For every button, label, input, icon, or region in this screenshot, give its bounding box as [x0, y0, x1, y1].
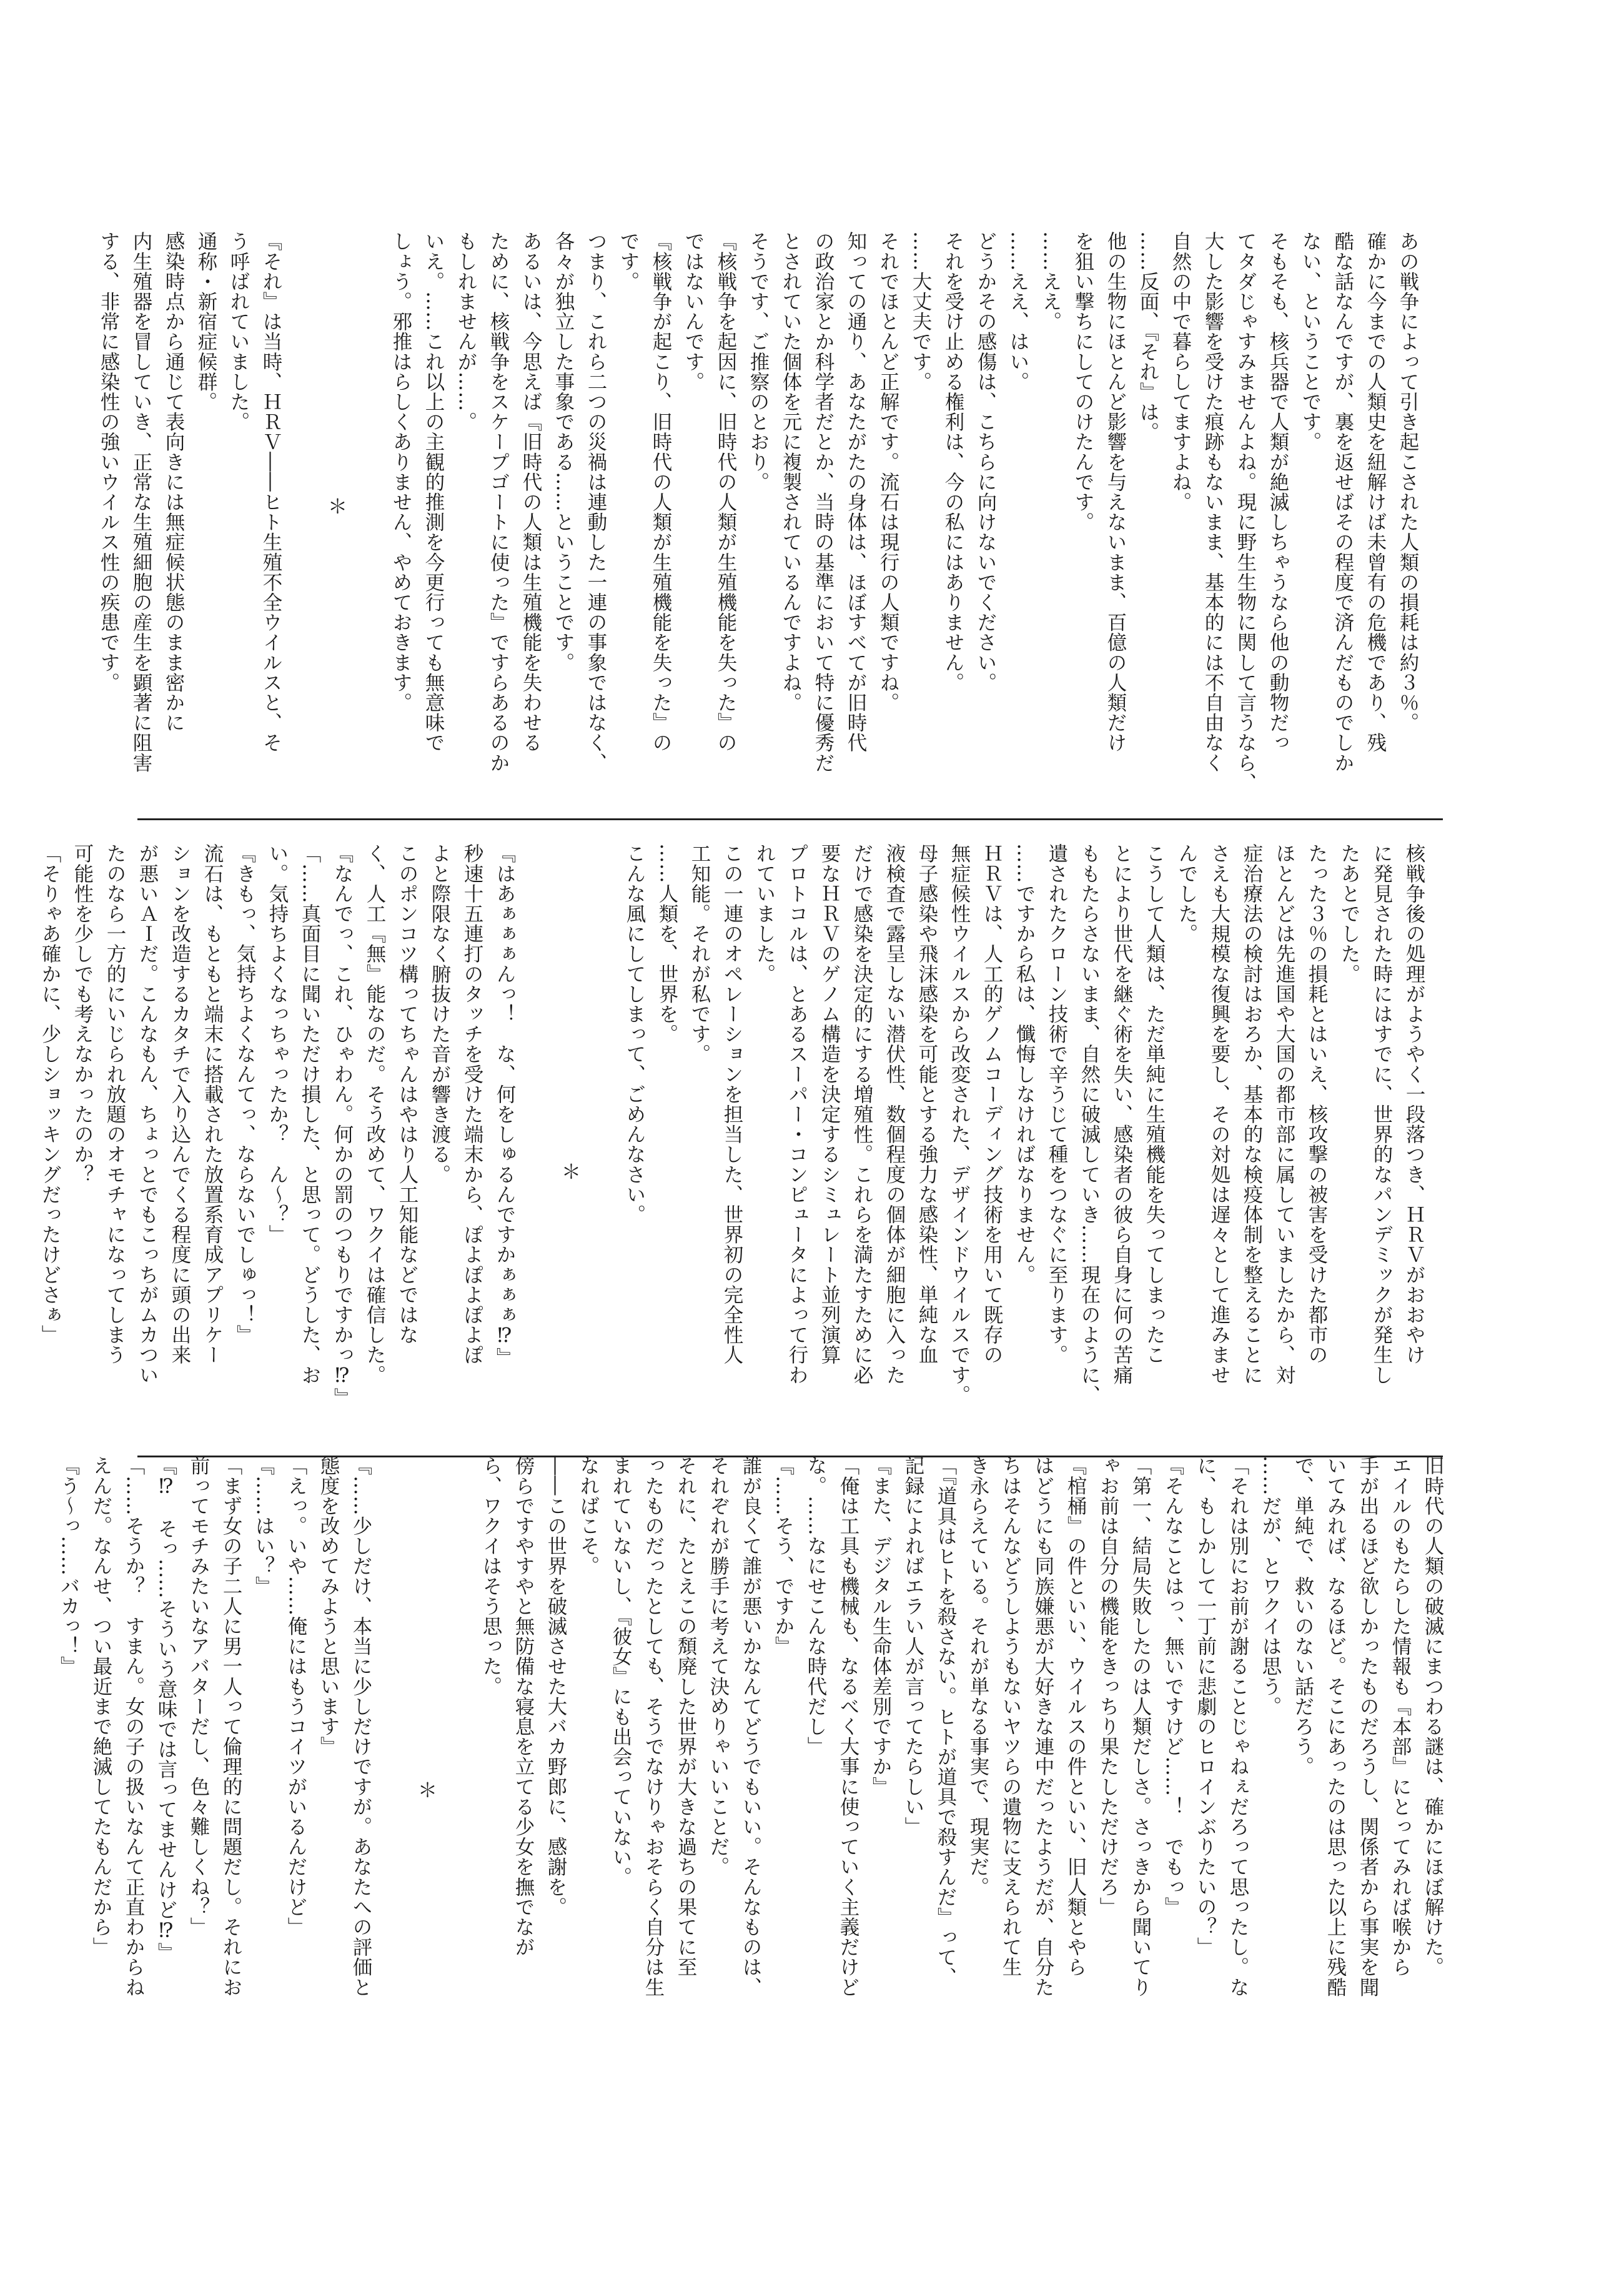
text-column: ために、核戦争をスケープゴートに使った』ですらあるのか: [487, 231, 510, 773]
text-column: あるいは、今思えば『旧時代の人類は生殖機能を失わせる: [520, 231, 542, 753]
text-column: よと際限なく腑抜けた音が響き渡る。: [428, 843, 451, 1184]
text-column: 『そんなことはっ、無いですけど……！ でもっ』: [1162, 1456, 1184, 1917]
text-column: ――この世界を破滅させた大バカ野郎に、感謝を。: [545, 1456, 567, 1917]
text-column: んでした。: [1176, 843, 1198, 944]
text-column: 母子感染や飛沫感染を可能とする強力な感染性、単純な血: [916, 843, 938, 1365]
text-column: ……反面、『それ』は。: [1137, 231, 1159, 442]
text-column: 『……少しだけ、本当に少しだけですが。あなたへの評価と: [350, 1456, 372, 1997]
text-column: 誰が良くて誰が悪いかなんてどうでもいい。そんなものは、: [740, 1456, 762, 1997]
text-column: ほとんどは先進国や大国の都市部に属していましたから、対: [1273, 843, 1295, 1385]
text-column: 『核戦争を起因に、旧時代の人類が生殖機能を失った』の: [715, 231, 737, 753]
text-column: 感染時点から通じて表向きには無症候状態のまま密かに: [162, 231, 185, 733]
text-column: てタダじゃすみませんよね。現に野生生物に関して言うなら、: [1234, 231, 1257, 793]
text-column: ももたらさないまま、自然に破滅していき……現在のように、: [1078, 843, 1101, 1405]
scene-break-asterisk: ＊: [415, 1779, 437, 1800]
text-column: ったものだったとしても、そうでなけりゃおそらく自分は生: [642, 1456, 665, 1997]
text-column: このポンコツ構ってちゃんはやはり人工知能などではな: [396, 843, 418, 1345]
text-block-top: [97, 231, 1424, 793]
text-column: 『きもっ、気持ちよくなんてっ、ならないでしゅっ！』: [234, 843, 256, 1345]
text-column: 「そりゃあ確かに、少しショッキングだったけどさぁ」: [39, 843, 61, 1345]
text-column: たった３％の損耗とはいえ、核攻撃の被害を受けた都市の: [1305, 843, 1328, 1365]
text-column: 酷な話なんですが、裏を返せばその程度で済んだものでしか: [1332, 231, 1354, 773]
text-column: 記録によればエラい人が言ってたらしい」: [902, 1456, 924, 1837]
text-column: 要なＨＲＶのゲノム構造を決定するシミュレート並列演算: [818, 843, 841, 1365]
text-column: とされていた個体を元に複製されているんですよね。: [780, 231, 802, 713]
text-column: 核戦争後の処理がようやく一段落つき、ＨＲＶがおおやけ: [1403, 843, 1425, 1365]
text-column: それでほとんど正解です。流石は現行の人類ですね。: [877, 231, 899, 713]
text-column: 『また、デジタル生命体差別ですか』: [869, 1456, 892, 1797]
text-column: な。……なにせこんな時代だし」: [805, 1456, 827, 1757]
text-column: 「それは別にお前が謝ることじゃねぇだろって思ったし。な: [1227, 1456, 1249, 1997]
text-column: そうです、ご推察のとおり。: [747, 231, 770, 492]
text-column: 『棺桶』の件といい、ウイルスの件といい、旧人類とやら: [1064, 1456, 1087, 1977]
text-column: だけで感染を決定的にする増殖性。これらを満たすために必: [851, 843, 873, 1385]
text-column: 『それ』は当時、ＨＲＶ――ヒト生殖不全ウイルスと、そ: [260, 231, 282, 753]
text-column: いてみれば、なるほど。そこにあったのは思った以上に残酷: [1324, 1456, 1347, 1997]
text-column: 遺されたクローン技術で辛うじて種をつなぐに至ります。: [1046, 843, 1068, 1365]
text-column: とにより世代を継ぐ術を失い、感染者の彼ら自身に何の苦痛: [1111, 843, 1133, 1385]
text-column: 旧時代の人類の破滅にまつわる謎は、確かにほぼ解けた。: [1422, 1456, 1444, 1977]
text-column: もしれませんが……。: [455, 231, 477, 432]
text-column: しょう。邪推はらしくありません、やめておきます。: [390, 231, 412, 713]
text-column: 内生殖器を冒していき、正常な生殖細胞の産生を顕著に阻害: [130, 231, 152, 773]
text-column: 『う〜っ……バカっ！』: [57, 1456, 80, 1677]
text-column: 『はあぁぁぁんっ！ な、何をしゅるんですかぁぁぁ⁉』: [493, 843, 516, 1368]
text-column: 「俺は工具も機械も、なるべく大事に使っていく主義だけど: [837, 1456, 859, 1997]
text-column: 手が出るほど欲しかったものだろうし、関係者から事実を聞: [1357, 1456, 1379, 1997]
text-column: う呼ばれていました。: [227, 231, 250, 432]
text-column: 前ってモチみたいなアバターだし、色々難しくね？」: [187, 1456, 210, 1937]
blank-line: [352, 231, 385, 781]
blank-line: [521, 843, 553, 1499]
text-column: なればこそ。: [577, 1456, 600, 1576]
scene-break-asterisk: ＊: [558, 1161, 581, 1182]
text-column: 「まず女の子二人に男一人って倫理的に問題だし。それにお: [220, 1456, 242, 1997]
text-column: 態度を改めてみようと思います』: [317, 1456, 340, 1757]
text-column: 『核戦争が起こり、旧時代の人類が生殖機能を失った』の: [650, 231, 672, 753]
text-column: こうして人類は、ただ単純に生殖機能を失ってしまったこ: [1143, 843, 1166, 1365]
text-column: 大した影響を受けた痕跡もないまま、基本的には不自由なく: [1202, 231, 1224, 773]
text-column: の政治家とか科学者だとか、当時の基準において特に優秀だ: [812, 231, 834, 773]
text-column: エイルのもたらした情報も『本部』にとってみれば喉から: [1389, 1456, 1412, 1977]
text-column: それぞれが勝手に考えて決めりゃいいことだ。: [707, 1456, 730, 1877]
text-column: つまり、これら二つの災禍は連動した一連の事象ではなく、: [585, 231, 607, 773]
text-column: はどうにも同族嫌悪が大好きな連中だったようだが、自分た: [1032, 1456, 1054, 1997]
text-column: えんだ。なんせ、つい最近まで絶滅してたもんだから」: [90, 1456, 112, 1957]
text-column: 「『道具はヒトを殺さない。ヒトが道具で殺すんだ』って、: [934, 1456, 957, 1987]
text-column: 「……そうか？ すまん。女の子の扱いなんて正直わからね: [122, 1456, 145, 1997]
text-column: 流石は、もともと端末に搭載された放置系育成アプリケー: [201, 843, 224, 1365]
scene-break-asterisk: ＊: [325, 495, 347, 517]
text-column: 『……はい？』: [252, 1456, 275, 1596]
text-column: 液検査で露呈しない潜伏性、数個程度の個体が細胞に入った: [883, 843, 906, 1385]
blank-line: [586, 843, 618, 1499]
text-column: ションを改造するカタチで入り込んでくる程度に頭の出来: [169, 843, 191, 1365]
text-column: 可能性を少しでも考えなかったのか？: [71, 843, 94, 1184]
text-column: たあとでした。: [1338, 843, 1360, 984]
text-column: 他の生物にほとんど影響を与えないまま、百億の人類だけ: [1104, 231, 1127, 753]
text-column: こんな風にしてしまって、ごめんなさい。: [623, 843, 646, 1224]
text-column: どうかその感傷は、こちらに向けないでください。: [974, 231, 997, 693]
text-column: さえも大規模な復興を要し、その対処は遅々として進みませ: [1208, 843, 1230, 1385]
blank-line: [287, 231, 320, 781]
blank-line: [377, 1456, 410, 2124]
text-column: 「……真面目に聞いただけ損した、と思って。どうした、お: [299, 843, 321, 1385]
text-block-bottom: [57, 1456, 1449, 2124]
text-column: 傍らですやすやと無防備な寝息を立てる少女を撫でなが: [512, 1456, 535, 1957]
text-column: に、もしかして一丁前に悲劇のヒロインぶりたいの？」: [1194, 1456, 1217, 1957]
text-column: 秒速十五連打のタッチを受けた端末から、ぽよぽよぽよぽ: [461, 843, 483, 1365]
text-column: 「えっ。いや……俺にはもうコイツがいるんだけど」: [285, 1456, 307, 1937]
text-column: そもそも、核兵器で人類が絶滅しちゃうなら他の動物だっ: [1267, 231, 1289, 753]
text-column: まれていないし、『彼女』にも出会っていない。: [610, 1456, 632, 1887]
text-column: 自然の中で暮らしてますよね。: [1169, 231, 1192, 512]
text-column: プロトコルは、とあるスーパー・コンピュータによって行わ: [786, 843, 808, 1385]
text-column: この一連のオペレーションを担当した、世界初の完全性人: [721, 843, 743, 1365]
text-column: で、単純で、救いのない話だろう。: [1292, 1456, 1314, 1777]
text-column: あの戦争によって引き起こされた人類の損耗は約３％。: [1397, 231, 1419, 733]
text-column: い。気持ちよくなっちゃったか？ ん〜？」: [266, 843, 289, 1244]
text-column: たのなら一方的にいじられ放題のオモチャになってしまう: [104, 843, 126, 1365]
text-column: いえ。……これ以上の主観的推測を今更行っても無意味で: [422, 231, 445, 753]
text-column: き永らえている。それが単なる事実で、現実だ。: [967, 1456, 989, 1897]
text-column: です。: [617, 231, 640, 292]
text-column: ……だが、とワクイは思う。: [1259, 1456, 1282, 1717]
text-column: する、非常に感染性の強いウイルス性の疾患です。: [97, 231, 120, 693]
text-column: 『⁉ そっ……そういう意味では言ってませんけど⁉』: [155, 1456, 177, 1963]
text-column: ……人類を、世界を。: [656, 843, 678, 1044]
text-column: ゃお前は自分の機能をきっちり果たしただけだろ」: [1097, 1456, 1119, 1917]
text-column: 確かに今までの人類史を紐解けば未曾有の危機であり、残: [1364, 231, 1387, 753]
text-block-middle: [39, 843, 1430, 1499]
text-column: ……ですから私は、懺悔しなければなりません。: [1013, 843, 1036, 1285]
text-column: 『なんでっ、これ、ひゃわん。何かの罰のつもりですかっ⁉』: [331, 843, 354, 1408]
text-column: が悪いＡＩだ。こんなもん、ちょっとでもこっちがムカつい: [136, 843, 159, 1385]
text-column: それに、たとえこの頽廃した世界が大きな過ちの果てに至: [675, 1456, 697, 1977]
text-column: 知っての通り、あなたがたの身体は、ほぼすべてが旧時代: [844, 231, 867, 753]
text-column: ＨＲＶは、人工的ゲノムコーディング技術を用いて既存の: [981, 843, 1003, 1365]
text-column: を狙い撃ちにしてのけたんです。: [1072, 231, 1094, 532]
text-column: く、人工『無』能なのだ。そう改めて、ワクイは確信した。: [364, 843, 386, 1385]
text-column: ……大丈夫です。: [909, 231, 932, 392]
text-column: ない、ということです。: [1299, 231, 1322, 452]
text-column: ……ええ、はい。: [1007, 231, 1029, 392]
text-column: れていました。: [753, 843, 776, 984]
text-column: 無症候性ウイルスから改変された、デザインドウイルスです。: [948, 843, 971, 1405]
blank-line: [442, 1456, 475, 2124]
text-column: ら、ワクイはそう思った。: [480, 1456, 502, 1697]
text-column: 工知能。それが私です。: [688, 843, 711, 1064]
text-column: 症治療法の検討はおろか、基本的な検疫体制を整えることに: [1240, 843, 1263, 1385]
text-column: それを受け止める権利は、今の私にはありません。: [942, 231, 964, 693]
text-column: 各々が独立した事象である……ということです。: [552, 231, 575, 673]
text-column: ……ええ。: [1039, 231, 1062, 332]
text-column: 『……そう、ですか』: [772, 1456, 795, 1656]
text-column: に発見された時にはすでに、世界的なパンデミックが発生し: [1370, 843, 1393, 1385]
text-column: ではないんです。: [682, 231, 705, 392]
text-column: 通称・新宿症候群。: [195, 231, 217, 412]
section-divider-top: [137, 818, 1443, 820]
text-column: 「第一、結局失敗したのは人類だしさ。さっきから聞いてり: [1129, 1456, 1152, 1997]
text-column: ちはそんなどうしようもないヤツらの遺物に支えられて生: [999, 1456, 1022, 1977]
